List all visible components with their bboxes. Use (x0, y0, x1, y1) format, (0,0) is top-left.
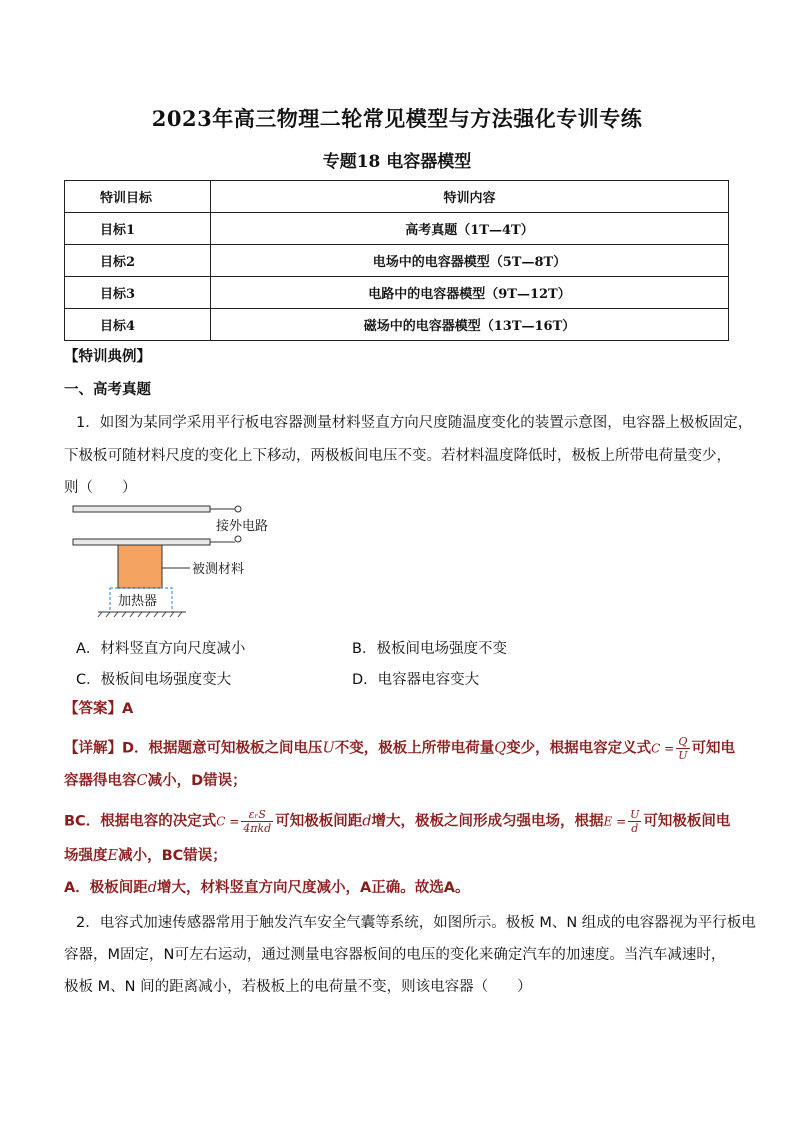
table-cell: 电路中的电容器模型（9T—12T） (211, 277, 729, 309)
terminal-lower (235, 536, 241, 542)
symbol-d: d (147, 880, 158, 896)
question-2-line-3: 极板 M、N 间的距离减小，若极板上的电荷量不变，则该电容器（ ） (64, 979, 532, 995)
detail-line-3 (64, 808, 730, 835)
detail-text: 不变，极板上所带电荷量 (334, 740, 495, 757)
detail-text: 变少，根据电容定义式 (506, 740, 652, 757)
table-cell: 目标4 (65, 309, 211, 341)
formula-lhs: C = (651, 741, 675, 756)
detail-text: 增大，极板之间形成匀强电场，根据 (371, 813, 604, 830)
detail-text: 可知极板间电 (643, 813, 731, 830)
heater-label: 加热器 (118, 594, 158, 609)
symbol-d: d (362, 813, 372, 830)
formula-numerator: U (630, 808, 640, 821)
page-title: 2023年高三物理二轮常见模型与方法强化专训专练 (151, 106, 643, 131)
detail-text: 场强度 (64, 848, 108, 864)
table-cell: 高考真题（1T—4T） (211, 213, 729, 245)
terminal-upper (235, 506, 241, 512)
page-subtitle: 专题18 电容器模型 (322, 152, 472, 172)
formula-denominator: 4πkd (243, 822, 272, 835)
option-c: C．极板间电场强度变大 (76, 672, 232, 688)
section-label: 【特训典例】 (64, 349, 151, 365)
material-block (118, 545, 162, 588)
detail-text: 增大，材料竖直方向尺度减小，A正确。故选A。 (157, 880, 470, 896)
question-1-line-3: 则（ ） (64, 480, 137, 496)
table-header-row (65, 181, 729, 213)
detail-text: 减小，BC错误； (118, 848, 227, 864)
option-b: B．极板间电场强度不变 (352, 641, 507, 657)
formula-denominator: U (678, 749, 688, 762)
question-1-line-2: 下极板可随材料尺度的变化上下移动，两极板间电压不变。若材料温度降低时，极板上所带电荷量变少， (64, 448, 731, 464)
table-cell: 目标2 (65, 245, 211, 277)
formula-lhs: E = (603, 814, 627, 829)
question-1-line-1: 1．如图为某同学采用平行板电容器测量材料竖直方向尺度随温度变化的装置示意图，电容器上极板固定， (76, 415, 753, 431)
table-cell: 磁场中的电容器模型（13T—16T） (211, 309, 729, 341)
formula-denominator: d (631, 822, 639, 835)
detail-text: 可知电 (691, 740, 736, 757)
table-cell: 目标1 (65, 213, 211, 245)
training-targets-table (64, 180, 729, 341)
symbol-u: U (322, 740, 335, 757)
detail-line-2 (64, 771, 247, 791)
symbol-e: E (107, 848, 119, 864)
answer-label: 【答案】A (64, 701, 134, 717)
table-row (65, 213, 729, 245)
detail-text: 可知极板间距 (275, 813, 363, 830)
table-row (65, 309, 729, 341)
capacitor-apparatus-figure (70, 498, 290, 623)
upper-plate (73, 506, 210, 512)
lower-plate (73, 539, 210, 545)
capacitance-definition-formula (676, 735, 689, 762)
detail-text: 容器得电容 (64, 773, 137, 789)
detail-line-5 (64, 878, 469, 898)
option-a: A．材料竖直方向尺度减小 (76, 641, 246, 657)
formula-numerator: εᵣS (241, 808, 273, 822)
table-row (65, 245, 729, 277)
detail-line-1 (64, 735, 735, 762)
part-label: 一、高考真题 (64, 382, 151, 398)
field-strength-formula (628, 808, 641, 835)
detail-text: BC．根据电容的决定式 (64, 813, 217, 830)
detail-text: 减小，D错误； (147, 773, 247, 789)
capacitance-decision-formula (241, 808, 273, 835)
formula-numerator: Q (676, 735, 689, 749)
formula-lhs: C = (216, 814, 240, 829)
detail-text: 【详解】D．根据题意可知极板之间电压 (64, 740, 323, 757)
table-cell: 目标3 (65, 277, 211, 309)
material-label: 被测材料 (192, 562, 245, 577)
option-d: D．电容器电容变大 (352, 672, 480, 688)
detail-line-4 (64, 846, 227, 866)
table-cell: 电场中的电容器模型（5T—8T） (211, 245, 729, 277)
table-header-cell: 特训内容 (211, 181, 729, 213)
question-2-line-1: 2．电容式加速传感器常用于触发汽车安全气囊等系统，如图所示。极板 M、N 组成的电容器视为平行板电 (76, 915, 756, 931)
circuit-label: 接外电路 (216, 519, 269, 534)
table-header-cell: 特训目标 (65, 181, 211, 213)
detail-text: A．极板间距 (64, 880, 148, 896)
symbol-c: C (136, 773, 148, 789)
symbol-q: Q (494, 740, 507, 757)
table-row (65, 277, 729, 309)
question-2-line-2: 容器，M固定，N可左右运动，通过测量电容器板间的电压的变化来确定汽车的加速度。当汽车减速时， (64, 947, 726, 963)
